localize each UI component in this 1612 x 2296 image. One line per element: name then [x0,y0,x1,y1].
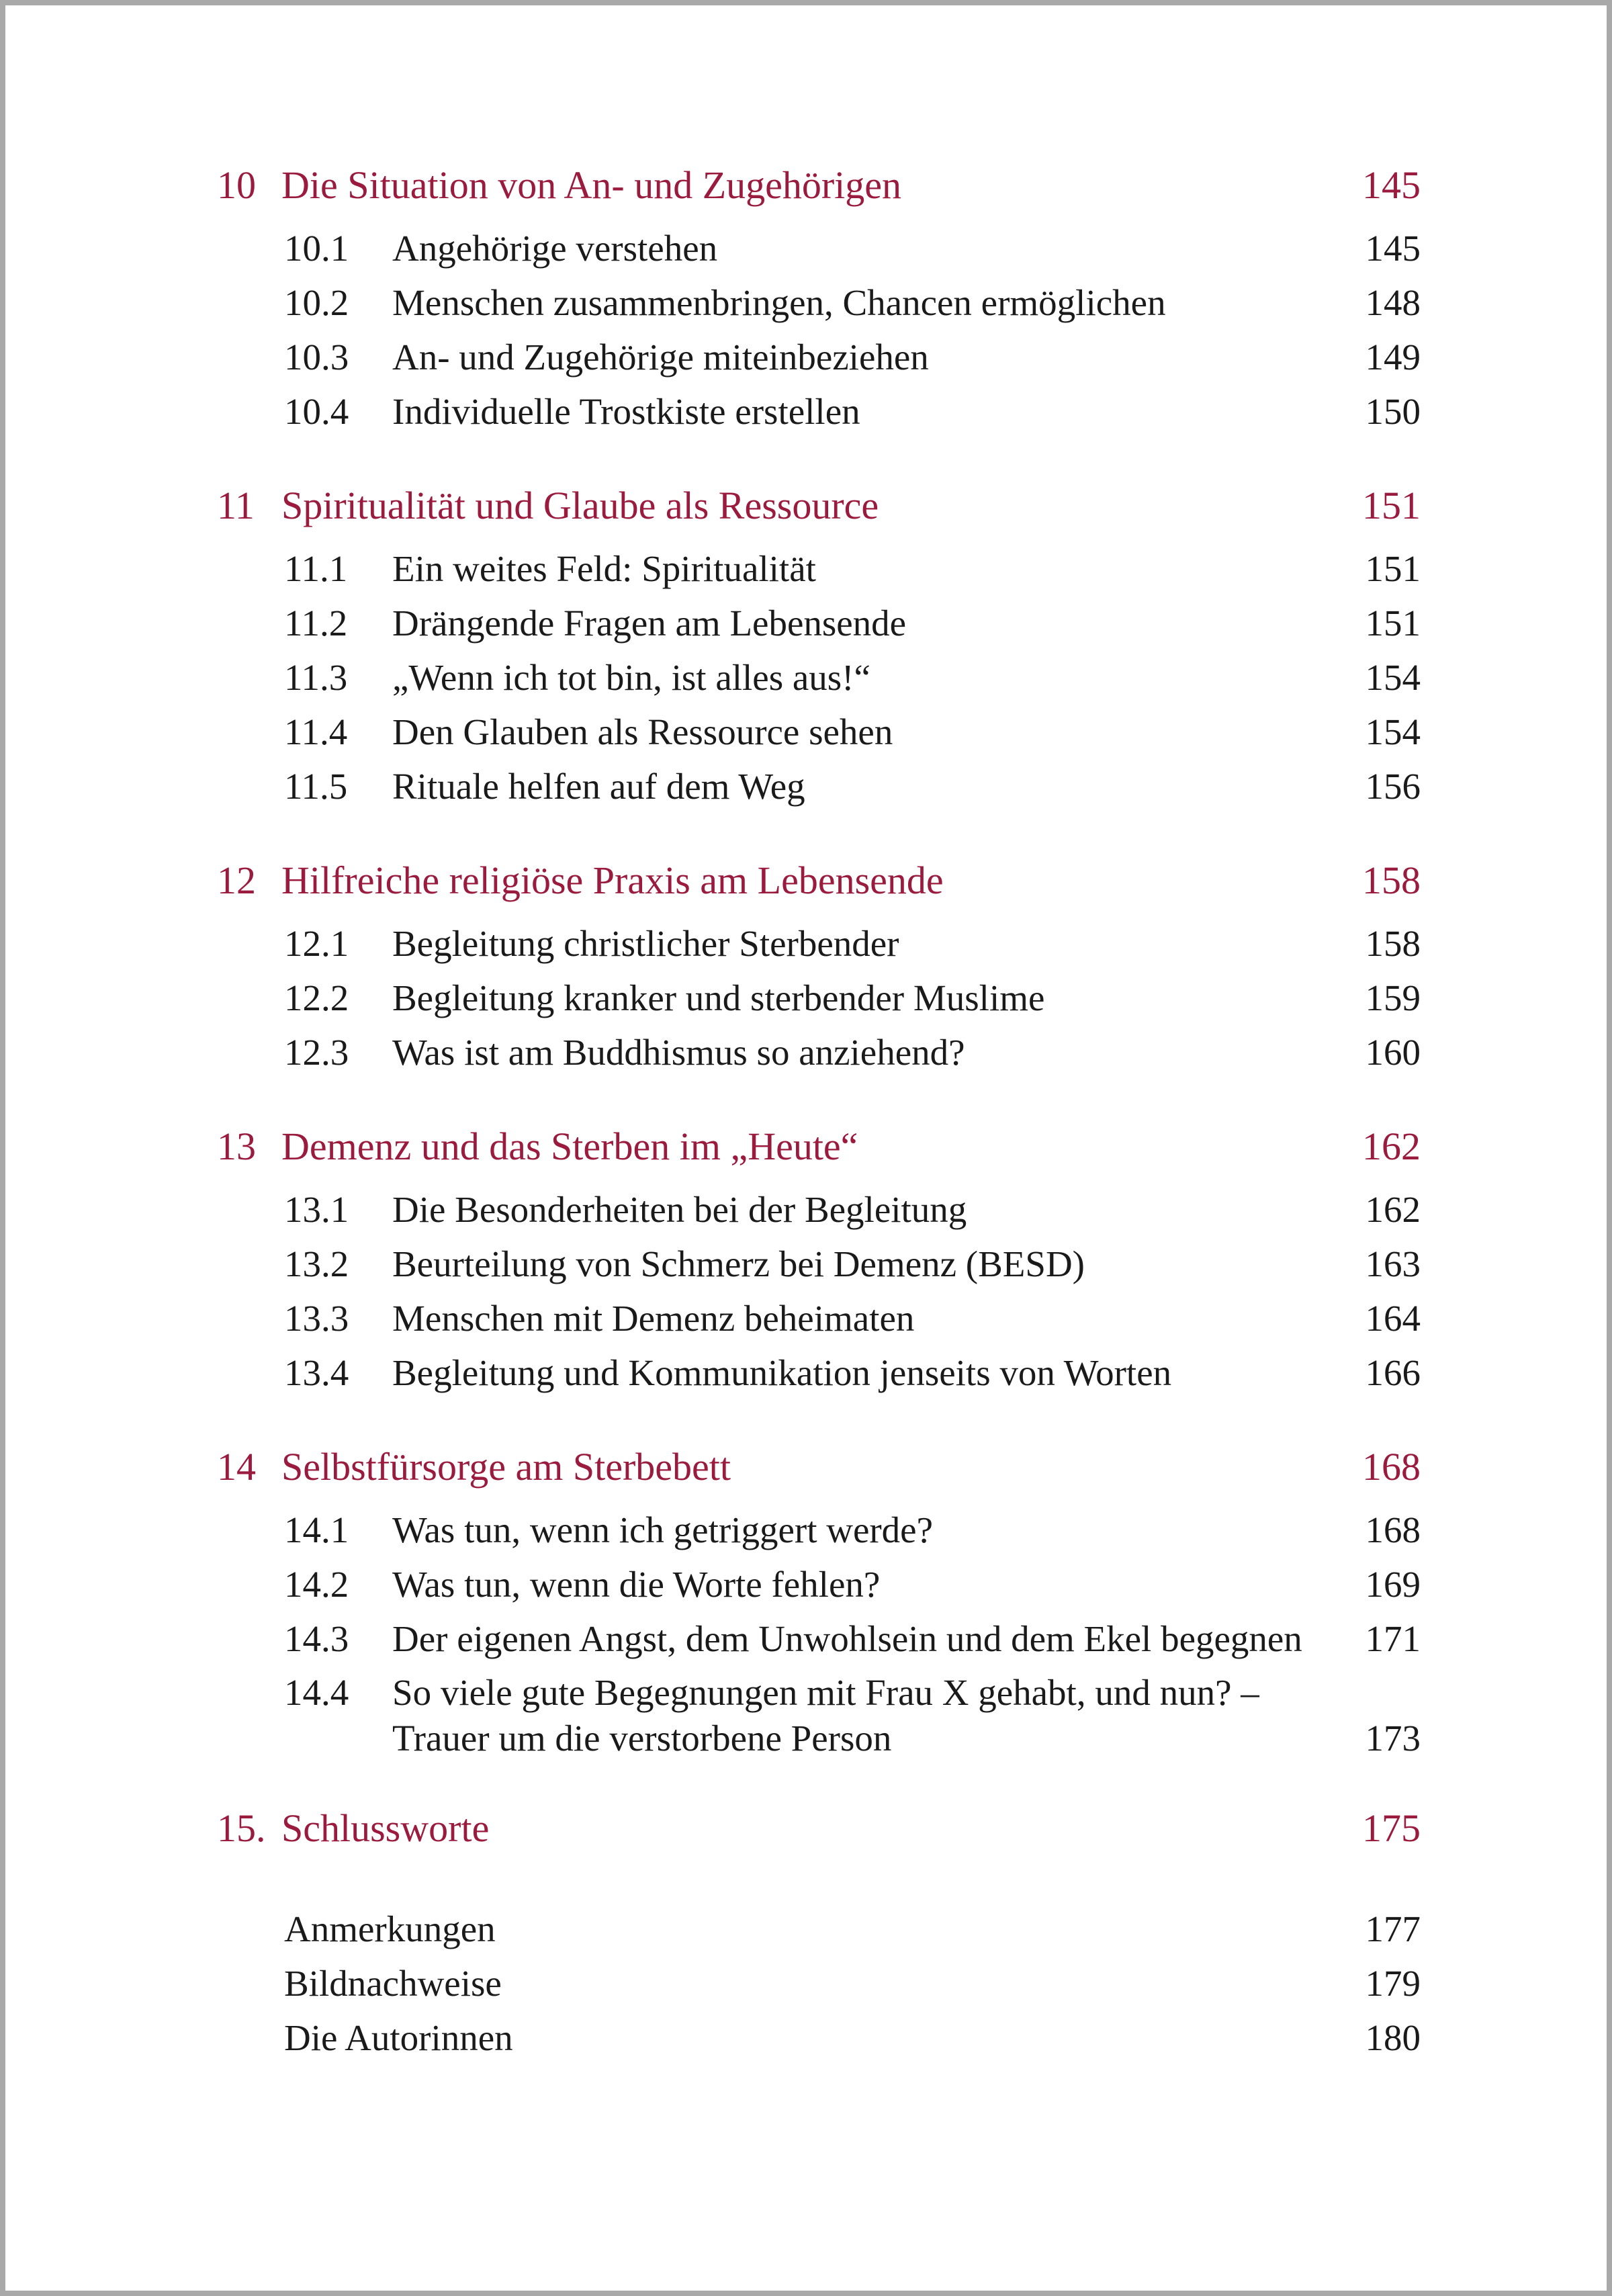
section-page-number: 166 [1365,1352,1421,1393]
section-entry[interactable] [217,1557,1421,1611]
section-title: Ein weites Feld: Spiritualität [392,548,816,589]
chapter-number: 14 [217,1445,256,1489]
section-page-number: 162 [1365,1189,1421,1230]
section-title: Was tun, wenn ich getriggert werde? [392,1509,933,1550]
back-matter-entry[interactable] [217,2011,1421,2065]
section-title: Beurteilung von Schmerz bei Demenz (BESD) [392,1243,1085,1284]
chapter-number: 10 [217,163,256,207]
section-entry[interactable] [217,971,1421,1025]
chapter-title: Die Situation von An- und Zugehörigen [281,163,902,207]
section-page-number: 154 [1365,657,1421,698]
chapter-page-number: 145 [1362,163,1421,207]
section-title [392,1670,1340,1761]
chapter-title: Spiritualität und Glaube als Ressource [281,484,879,527]
chapter-page-number: 162 [1362,1124,1421,1168]
section-number: 10.3 [284,337,349,378]
section-page-number: 148 [1365,282,1421,323]
section-page-number: 160 [1365,1032,1421,1073]
chapter-heading[interactable] [217,1792,1421,1864]
chapter-heading[interactable] [217,1431,1421,1503]
section-number: 11.4 [284,711,348,752]
back-matter-page-number: 179 [1365,1963,1421,2004]
section-entry[interactable] [217,1025,1421,1079]
chapter-10 [217,149,1421,439]
section-number: 13.3 [284,1298,349,1339]
section-number: 13.2 [284,1243,349,1284]
section-entry[interactable] [217,1666,1421,1761]
section-page-number: 168 [1365,1509,1421,1550]
section-page-number: 169 [1365,1564,1421,1605]
chapter-heading[interactable] [217,1110,1421,1182]
chapter-heading[interactable] [217,149,1421,221]
section-entry[interactable] [217,1182,1421,1237]
chapter-13 [217,1110,1421,1400]
section-number: 12.2 [284,977,349,1018]
section-page-number: 164 [1365,1298,1421,1339]
section-page-number: 156 [1365,766,1421,807]
section-page-number: 163 [1365,1243,1421,1284]
section-page-number: 149 [1365,337,1421,378]
section-number: 11.3 [284,657,348,698]
section-number: 11.1 [284,548,348,589]
section-number: 11.2 [284,603,348,644]
section-number: 10.4 [284,391,349,432]
back-matter-entry[interactable] [217,1956,1421,2011]
chapter-number: 11 [217,484,255,527]
section-number: 14.2 [284,1564,349,1605]
chapter-11 [217,470,1421,813]
section-page-number: 173 [1365,1718,1421,1759]
back-matter [217,1902,1421,2065]
section-entry[interactable] [217,541,1421,596]
section-page-number: 158 [1365,923,1421,964]
back-matter-page-number: 180 [1365,2017,1421,2058]
back-matter-entry[interactable] [217,1902,1421,1956]
section-entry[interactable] [217,275,1421,330]
table-of-contents [217,149,1421,2065]
section-title: Was ist am Buddhismus so anziehend? [392,1032,965,1073]
chapter-heading[interactable] [217,844,1421,916]
section-number: 13.1 [284,1189,349,1230]
section-number: 14.1 [284,1509,349,1550]
section-title: Begleitung christlicher Sterbender [392,923,899,964]
section-title: Was tun, wenn die Worte fehlen? [392,1564,881,1605]
chapter-page-number: 151 [1362,484,1421,527]
chapter-page-number: 168 [1362,1445,1421,1489]
chapter-page-number: 175 [1362,1806,1421,1850]
section-number: 10.2 [284,282,349,323]
section-title: Menschen mit Demenz beheimaten [392,1298,915,1339]
section-entry[interactable] [217,916,1421,971]
section-title: Rituale helfen auf dem Weg [392,766,805,807]
section-entry[interactable] [217,759,1421,813]
section-title: Den Glauben als Ressource sehen [392,711,893,752]
section-entry[interactable] [217,1503,1421,1557]
section-title-line: Trauer um die verstorbene Person [392,1718,892,1759]
section-entry[interactable] [217,650,1421,705]
chapter-title: Demenz und das Sterben im „Heute“ [281,1124,858,1168]
back-matter-title: Die Autorinnen [284,2017,513,2058]
back-matter-page-number: 177 [1365,1908,1421,1949]
section-page-number: 154 [1365,711,1421,752]
chapter-title: Hilfreiche religiöse Praxis am Lebensende [281,858,944,902]
section-number: 14.3 [284,1618,349,1659]
section-entry[interactable] [217,596,1421,650]
section-entry[interactable] [217,1291,1421,1345]
chapter-title: Selbstfürsorge am Sterbebett [281,1445,731,1489]
section-number: 11.5 [284,766,348,807]
section-title-line: So viele gute Begegnungen mit Frau X gehabt, und nun? – [392,1672,1259,1713]
section-title: Der eigenen Angst, dem Unwohlsein und dem Ekel begegnen [392,1618,1302,1659]
chapter-heading[interactable] [217,470,1421,541]
chapter-number: 13 [217,1124,256,1168]
back-matter-title: Bildnachweise [284,1963,502,2004]
chapter-number: 12 [217,858,256,902]
chapter-15 [217,1792,1421,1864]
section-entry[interactable] [217,705,1421,759]
section-number: 14.4 [284,1672,349,1713]
section-title: Die Besonderheiten bei der Begleitung [392,1189,967,1230]
section-title: „Wenn ich tot bin, ist alles aus!“ [392,657,870,698]
section-title: Begleitung und Kommunikation jenseits von Worten [392,1352,1172,1393]
chapter-title: Schlussworte [281,1806,490,1850]
section-page-number: 145 [1365,228,1421,269]
section-title: Angehörige verstehen [392,228,718,269]
section-entry[interactable] [217,1345,1421,1400]
back-matter-title: Anmerkungen [284,1908,496,1949]
section-number: 13.4 [284,1352,349,1393]
chapter-page-number: 158 [1362,858,1421,902]
section-number: 10.1 [284,228,349,269]
section-entry[interactable] [217,1237,1421,1291]
section-entry[interactable] [217,1611,1421,1666]
section-number: 12.1 [284,923,349,964]
section-page-number: 151 [1365,548,1421,589]
section-page-number: 171 [1365,1618,1421,1659]
section-title: Individuelle Trostkiste erstellen [392,391,860,432]
section-number: 12.3 [284,1032,349,1073]
section-page-number: 151 [1365,603,1421,644]
section-title: Drängende Fragen am Lebensende [392,603,907,644]
section-page-number: 159 [1365,977,1421,1018]
chapter-14 [217,1431,1421,1761]
section-title: Menschen zusammenbringen, Chancen ermöglichen [392,282,1166,323]
section-title: An- und Zugehörige miteinbeziehen [392,337,929,378]
chapter-number: 15. [217,1806,266,1850]
chapter-12 [217,844,1421,1079]
section-title: Begleitung kranker und sterbender Muslime [392,977,1045,1018]
section-entry[interactable] [217,221,1421,275]
section-entry[interactable] [217,330,1421,384]
section-page-number: 150 [1365,391,1421,432]
section-entry[interactable] [217,384,1421,439]
